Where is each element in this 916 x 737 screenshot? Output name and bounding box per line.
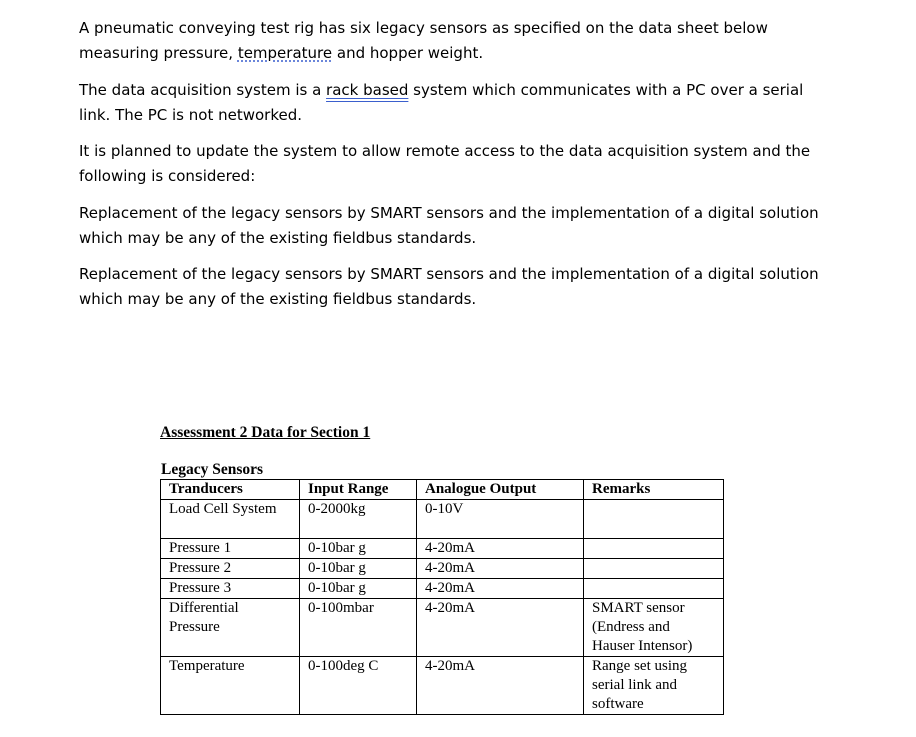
cell-remarks: SMART sensor (Endress and Hauser Intensor) — [584, 599, 724, 657]
header-transducers: Tranducers — [161, 480, 300, 500]
sensor-table — [160, 479, 724, 715]
header-analogue-output: Analogue Output — [417, 480, 584, 500]
cell-output: 4-20mA — [417, 579, 584, 599]
paragraph-option-2: Replacement of the legacy sensors by SMART sensors and the implementation of a digital solution which may be any of the existing fieldbus standards. — [79, 265, 819, 308]
cell-output: 4-20mA — [417, 559, 584, 579]
cell-remarks: Range set using serial link and software — [584, 657, 724, 715]
header-input-range: Input Range — [300, 480, 417, 500]
cell-range: 0-2000kg — [300, 500, 417, 539]
header-remarks: Remarks — [584, 480, 724, 500]
cell-range: 0-10bar g — [300, 539, 417, 559]
table-row — [161, 657, 724, 715]
paragraph-daq: The data acquisition system is a rack based system which communicates with a PC over a serial link. The PC is not networked. — [79, 81, 804, 124]
table-row — [161, 539, 724, 559]
paragraph-option-1: Replacement of the legacy sensors by SMART sensors and the implementation of a digital solution which may be any of the existing fieldbus standards. — [79, 204, 819, 247]
spellcheck-word[interactable]: temperature — [237, 43, 333, 62]
cell-transducer: Load Cell System — [161, 500, 300, 539]
cell-output: 0-10V — [417, 500, 584, 539]
cell-range: 0-10bar g — [300, 579, 417, 599]
legacy-sensors-title: Legacy Sensors — [161, 461, 264, 478]
cell-transducer: Pressure 1 — [161, 539, 300, 559]
cell-remarks — [584, 539, 724, 559]
table-row — [161, 559, 724, 579]
paragraph-plan: It is planned to update the system to allow remote access to the data acquisition system and the following is considered: — [79, 142, 811, 185]
paragraph-intro: A pneumatic conveying test rig has six legacy sensors as specified on the data sheet below measuring pressure, temperature and hopper weight. — [79, 19, 768, 62]
cell-remarks — [584, 579, 724, 599]
cell-remarks — [584, 559, 724, 579]
cell-range: 0-10bar g — [300, 559, 417, 579]
table-header-row — [161, 480, 724, 500]
cell-output: 4-20mA — [417, 539, 584, 559]
cell-remarks — [584, 500, 724, 539]
cell-range: 0-100deg C — [300, 657, 417, 715]
table-row — [161, 579, 724, 599]
cell-transducer: Pressure 2 — [161, 559, 300, 579]
cell-transducer: Pressure 3 — [161, 579, 300, 599]
cell-output: 4-20mA — [417, 657, 584, 715]
cell-output: 4-20mA — [417, 599, 584, 657]
table-row — [161, 599, 724, 657]
cell-range: 0-100mbar — [300, 599, 417, 657]
assessment-title: Assessment 2 Data for Section 1 — [160, 424, 371, 441]
table-row — [161, 500, 724, 539]
cell-transducer: Temperature — [161, 657, 300, 715]
cell-transducer: Differential Pressure — [161, 599, 300, 657]
grammar-phrase[interactable]: rack based — [326, 81, 409, 99]
